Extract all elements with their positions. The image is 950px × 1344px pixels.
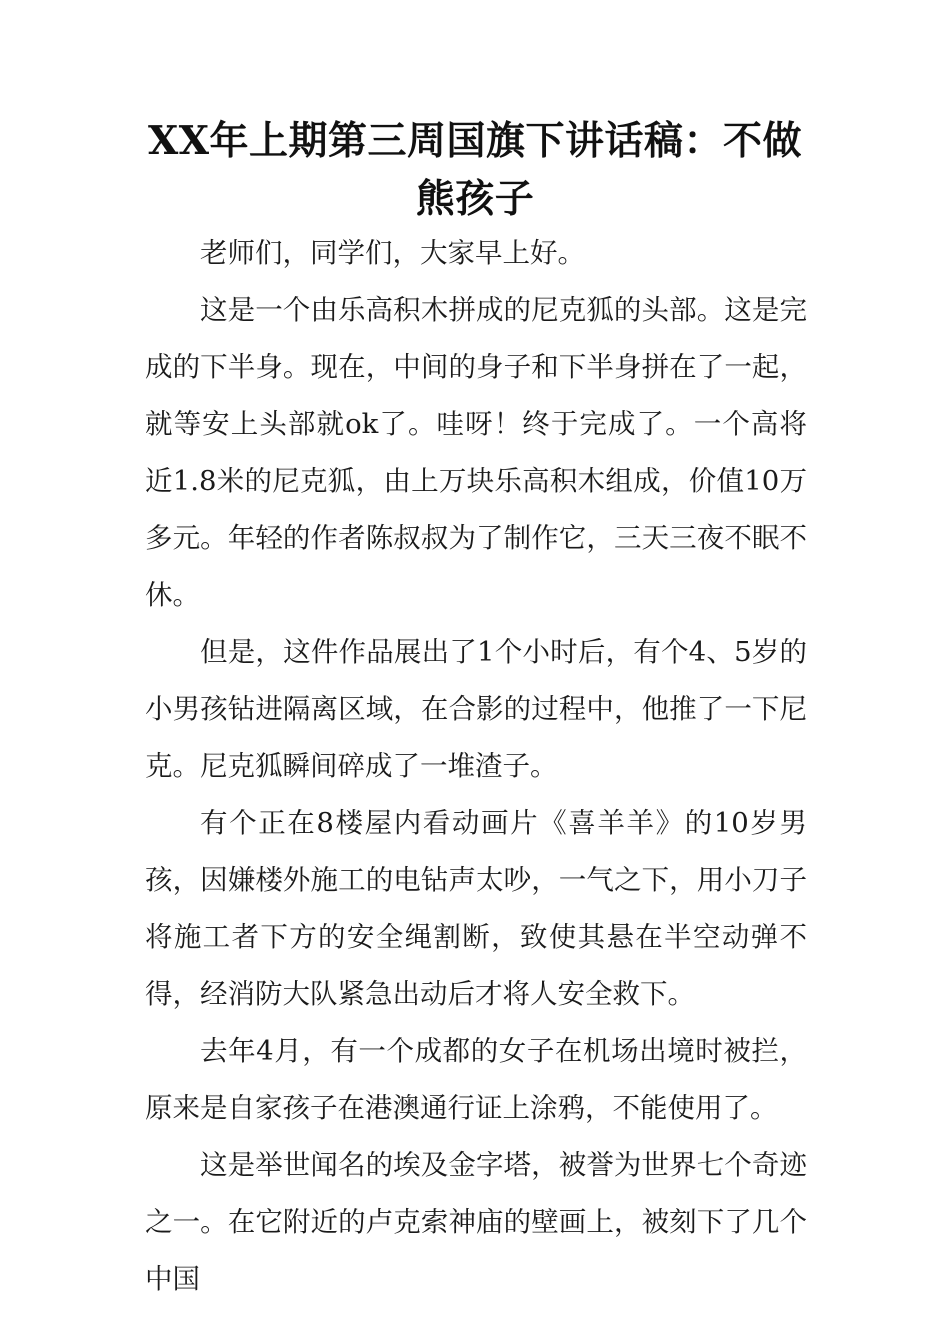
paragraph: 去年4月，有一个成都的女子在机场出境时被拦，原来是自家孩子在港澳通行证上涂鸦，不能使用了。 (145, 1035, 807, 1124)
paragraph: 这是一个由乐高积木拼成的尼克狐的头部。这是完成的下半身。现在，中间的身子和下半身拼在了一起，就等安上头部就ok了。哇呀！终于完成了。一个高将近1.8米的尼克狐，由上万块乐高积木组成，价值10万多元。年轻的作者陈叔叔为了制作它，三天三夜不眠不休。 (145, 294, 807, 611)
paragraph: 但是，这件作品展出了1个小时后，有个4、5岁的小男孩钻进隔离区域，在合影的过程中，他推了一下尼克。尼克狐瞬间碎成了一堆渣子。 (145, 636, 807, 782)
paragraph: 老师们，同学们，大家早上好。 (200, 237, 585, 269)
paragraph: 这是举世闻名的埃及金字塔，被誉为世界七个奇迹之一。在它附近的卢克索神庙的壁画上，被刻下了几个中国 (145, 1149, 807, 1295)
document-body (145, 225, 807, 1308)
paragraph: 有个正在8楼屋内看动画片《喜羊羊》的10岁男孩，因嫌楼外施工的电钻声太吵，一气之下，用小刀子将施工者下方的安全绳割断，致使其悬在半空动弹不得，经消防大队紧急出动后才将人安全救下。 (145, 807, 807, 1010)
document-title: XX年上期第三周国旗下讲话稿：不做熊孩子 (147, 118, 803, 222)
